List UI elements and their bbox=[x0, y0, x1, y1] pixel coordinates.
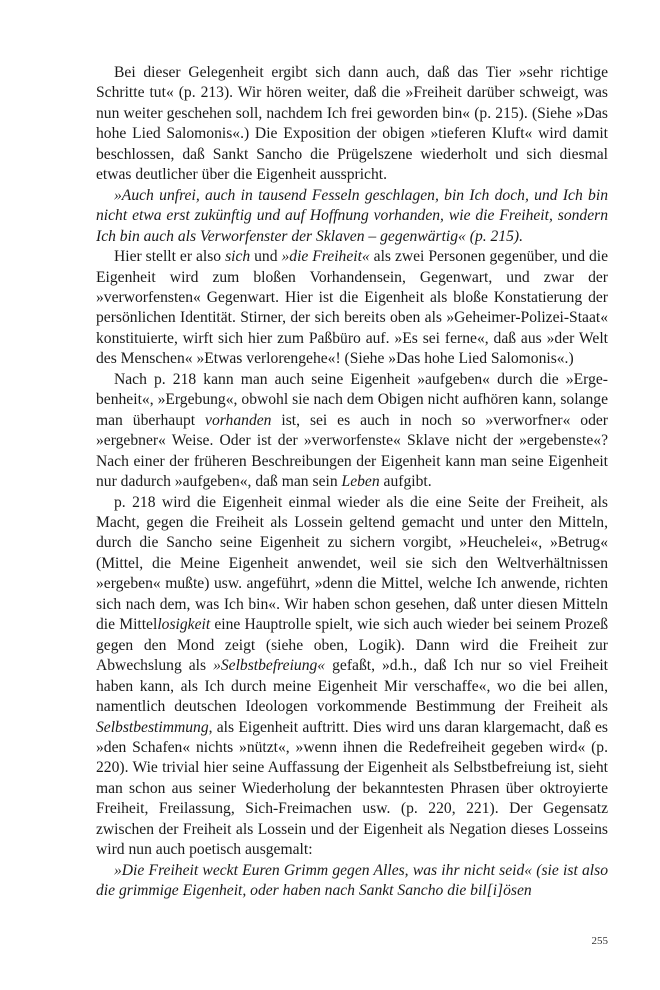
paragraph bbox=[96, 247, 608, 370]
text-run: aufgibt. bbox=[379, 473, 432, 491]
italic-text: losigkeit bbox=[157, 616, 211, 634]
text-run: Nach p. 218 kann man auch seine Eigenheit »aufgeben« durch die »Ergebenheit«, »Ergebung«, obwohl sie nach dem Obigen nicht aufhören kann, solange man überhaupt bbox=[96, 370, 608, 429]
text-run: p. 218 wird die Eigenheit einmal wieder als die eine Seite der Freiheit, als Macht, gegen die Freiheit als Lossein geltend gemacht und unter den Mitteln, durch die Sancho seine Eigenheit zu sichern vorgibt, »Heuchelei«, »Betrug« (Mittel, die Meine Eigenheit anwendet, weil sie sich den Weltverhältnissen »ergeben« mußte) usw. angeführt, »denn die Mittel, welche Ich anwende, richten sich nach dem, was Ich bin«. Wir haben schon gesehen, daß unter diesen Mitteln die Mittel bbox=[96, 493, 608, 634]
italic-text: »Die Freiheit weckt Euren Grimm gegen Alles, was ihr nicht seid« (sie ist also die grimmige Eigenheit, oder haben nach Sankt Sancho die bil[i]ösen bbox=[96, 861, 608, 900]
paragraph bbox=[96, 493, 608, 861]
paragraph bbox=[96, 861, 608, 902]
text-run: gefaßt, »d.h., daß Ich nur so viel Freiheit haben kann, als Ich durch meine Eigenheit Mir verschaffe«, wo die bei allen, namentlich deutschen Ideologen vorkommende Bestimmung der Freiheit als bbox=[96, 657, 608, 716]
text-run: ist, sei es auch in noch so »verworfner« oder »ergebner« Weise. Oder ist der »verworfenste« Sklave nicht der »ergebenste«? Nach einer der früheren Beschreibungen der Eigenheit kann man seine Eigenheit nur dadurch »aufgeben«, daß man sein bbox=[96, 411, 609, 491]
text-run: eine Hauptrolle spielt, wie sich auch wieder bei seinem Prozeß gegen den Mond zeigt (siehe oben, Logik). Dann wird die Freiheit zur Abwechslung als bbox=[96, 616, 608, 675]
italic-text: vorhanden bbox=[205, 411, 272, 429]
text-run: Hier stellt er also bbox=[114, 248, 226, 266]
paragraph bbox=[96, 63, 608, 186]
page-number: 255 bbox=[591, 935, 608, 947]
paragraph bbox=[96, 370, 608, 493]
italic-text: »die Freiheit« bbox=[281, 248, 370, 266]
paragraph bbox=[96, 186, 608, 247]
text-run: als zwei Personen gegenüber, und die Eigenheit wird zum bloßen Vorhandensein, Gegenwart, und zwar der »verworfensten« Gegenwart. Hier ist die Eigenheit als bloße Konstatierung der persönlichen Identität. Stirner, der sich bereits oben als »Geheimer-Polizei-Staat« konstituierte, wirft sich hier zum Paßbüro auf. »Es sei ferne«, daß aus »der Welt des Menschen« »Etwas verlorengehe«! (Siehe »Das hohe Lied Salomonis«.) bbox=[96, 248, 609, 368]
body-text bbox=[96, 63, 608, 902]
text-run: Bei dieser Gelegenheit ergibt sich dann auch, daß das Tier »sehr richtige Schritte tut« (p. 213). Wir hören weiter, daß die »Freiheit darüber schweigt, was nun weiter geschehen soll, nachdem Ich frei geworden bin« (p. 215). (Siehe »Das hohe Lied Salomonis«.) Die Exposition der obigen »tieferen Kluft« wird damit beschlossen, daß Sankt Sancho die Prügelszene wiederholt und sich diesmal etwas deutlicher über die Eigenheit ausspricht. bbox=[96, 64, 608, 184]
italic-text: Leben bbox=[341, 473, 380, 491]
text-run: , als Eigenheit auftritt. Dies wird uns daran klargemacht, daß es »den Schafen« nichts »nützt«, »wenn ihnen die Redefreiheit gegeben wird« (p. 220). Wie trivial hier seine Auffassung der Eigenheit als Selbstbefreiung ist, sieht man schon aus seiner Wiederholung der bekanntesten Phrasen über oktroyierte Freiheit, Freilassung, Sich-Freimachen usw. (p. 220, 221). Der Gegensatz zwischen der Freiheit als Lossein und der Eigenheit als Negation dieses Losseins wird nun auch poetisch ausgemalt: bbox=[96, 718, 608, 859]
italic-text: »Selbstbefreiung« bbox=[213, 657, 326, 675]
italic-text: Selbstbestimmung bbox=[96, 718, 209, 736]
text-run: und bbox=[250, 248, 282, 266]
italic-text: »Auch unfrei, auch in tausend Fesseln geschlagen, bin Ich doch, und Ich bin nicht etwa erst zukünftig und auf Hoffnung vorhanden, wie die Freiheit, sondern Ich bin auch als Verworfenster der Sklaven – gegenwärtig« (p. 215). bbox=[96, 186, 608, 245]
italic-text: sich bbox=[225, 248, 251, 266]
